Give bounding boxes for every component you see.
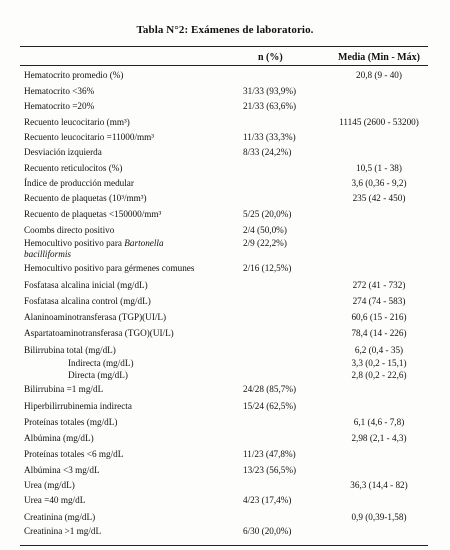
row-label-text: Recuento leucocitario (mm³)	[24, 117, 130, 127]
row-label	[24, 280, 148, 291]
row-label	[24, 345, 116, 356]
row-media-value: 3,3 (0,2 - 15,1)	[351, 358, 407, 368]
column-header-media: Media (Min - Máx)	[338, 52, 420, 63]
row-n-value: 2/16 (12,5%)	[243, 263, 292, 273]
row-label-text: Proteínas totales <6 mg/dL	[24, 449, 124, 459]
row-label-text: Urea =40 mg/dL	[24, 495, 86, 505]
row-label	[24, 225, 114, 236]
row-label-text: Hematocrito promedio (%)	[24, 70, 124, 80]
row-label	[24, 384, 103, 395]
row-label-italic: Bartonella	[124, 238, 164, 248]
row-label	[24, 526, 101, 537]
row-label	[24, 238, 164, 249]
row-label-text: Albúmina <3 mg/dL	[24, 465, 100, 475]
row-label	[24, 178, 134, 189]
row-label-text: Alaninoaminotransferasa (TGP)(UI/L)	[24, 312, 167, 322]
row-n-value: 2/4 (50,0%)	[243, 225, 287, 235]
row-label-text: Fosfatasa alcalina control (mg/dL)	[24, 296, 151, 306]
row-label-text: Hiperbilirrubinemia indirecta	[24, 401, 132, 411]
row-media-value: 10,5 (1 - 38)	[356, 163, 402, 173]
row-n-value: 13/23 (56,5%)	[243, 465, 297, 475]
row-label-text: Hemocultivo positivo para	[24, 238, 122, 248]
row-label	[24, 86, 94, 97]
row-label-text: Aspartatoaminotransferasa (TGO)(UI/L)	[24, 328, 174, 338]
row-media-value: 11145 (2600 - 53200)	[339, 117, 419, 127]
row-label	[24, 495, 85, 506]
row-label-text: Recuento de plaquetas <150000/mm³	[24, 209, 162, 219]
row-label	[24, 328, 174, 339]
row-label-text: Proteínas totales (mg/dL)	[24, 417, 118, 427]
row-label-text: Indirecta (mg/dL)	[68, 358, 134, 368]
row-n-value: 5/25 (20,0%)	[243, 209, 292, 219]
row-label	[24, 209, 161, 220]
row-label	[24, 117, 130, 128]
row-label	[24, 449, 123, 460]
row-label	[24, 480, 75, 491]
row-media-value: 6,1 (4,6 - 7,8)	[353, 417, 405, 427]
row-label-text: Recuento de plaquetas (10³/mm³)	[24, 193, 147, 203]
row-label	[24, 263, 194, 274]
row-media-value: 272 (41 - 732)	[352, 280, 406, 290]
header-rule	[20, 65, 428, 66]
row-label-text: Recuento reticulocitos (%)	[24, 163, 123, 173]
row-label-text: Urea (mg/dL)	[24, 480, 75, 490]
column-header-n: n (%)	[258, 52, 283, 63]
row-label	[24, 296, 151, 307]
row-label	[24, 101, 94, 112]
row-n-value: 6/30 (20,0%)	[243, 526, 292, 536]
row-n-value: 2/9 (22,2%)	[243, 238, 287, 248]
row-n-value: 31/33 (93,9%)	[243, 86, 297, 96]
row-media-value: 3,6 (0,36 - 9,2)	[351, 178, 407, 188]
row-label-text: Fosfatasa alcalina inicial (mg/dL)	[24, 280, 148, 290]
row-n-value: 24/28 (85,7%)	[243, 384, 297, 394]
row-label-text: Hemocultivo positivo para gérmenes comunes	[24, 263, 195, 273]
row-label-text: Creatinina >1 mg/dL	[24, 526, 102, 536]
row-label	[68, 358, 134, 369]
row-label-text: Índice de producción medular	[24, 178, 134, 188]
row-n-value: 15/24 (62,5%)	[243, 401, 297, 411]
row-media-value: 235 (42 - 450)	[352, 193, 406, 203]
row-n-value: 11/23 (47,8%)	[243, 449, 296, 459]
row-label-text: Coombs directo positivo	[24, 225, 115, 235]
row-label-text: Hematocrito <36%	[24, 86, 95, 96]
row-label	[24, 132, 154, 143]
row-n-value: 4/23 (17,4%)	[243, 495, 292, 505]
row-label	[24, 433, 94, 444]
row-label-text: Directa (mg/dL)	[68, 370, 128, 380]
row-media-value: 274 (74 - 583)	[352, 296, 406, 306]
row-label-text: Bilirrubina total (mg/dL)	[24, 345, 116, 355]
table-title: Tabla N°2: Exámenes de laboratorio.	[136, 24, 314, 36]
row-n-value: 21/33 (63,6%)	[243, 101, 297, 111]
row-media-value: 0,9 (0,39-1,58)	[351, 512, 407, 522]
row-label	[24, 417, 117, 428]
row-label-text: Bilirrubina =1 mg/dL	[24, 384, 104, 394]
row-media-value: 2,98 (2,1 - 4,3)	[351, 433, 407, 443]
row-label	[24, 70, 124, 81]
row-label-text: Creatinina (mg/dL)	[24, 512, 96, 522]
row-media-value: 6,2 (0,4 - 35)	[354, 345, 404, 355]
row-media-value: 20,8 (9 - 40)	[356, 70, 402, 80]
row-n-value: 8/33 (24,2%)	[243, 147, 292, 157]
row-label-text: Recuento leucocitario =11000/mm³	[24, 132, 155, 142]
row-label	[24, 163, 122, 174]
row-label	[24, 312, 166, 323]
row-n-value: 11/33 (33,3%)	[243, 132, 296, 142]
row-label	[68, 370, 128, 381]
row-media-value: 78,4 (14 - 226)	[351, 328, 407, 338]
bottom-rule	[20, 545, 428, 546]
row-label-text: Hematocrito =20%	[24, 101, 95, 111]
row-media-value: 2,8 (0,2 - 22,6)	[351, 370, 407, 380]
top-rule	[20, 46, 428, 47]
row-label	[24, 465, 100, 476]
row-media-value: 60,6 (15 - 216)	[351, 312, 407, 322]
row-label	[24, 401, 132, 412]
row-label	[24, 193, 147, 204]
row-label-text: Albúmina (mg/dL)	[24, 433, 94, 443]
row-label	[24, 512, 95, 523]
row-label-italic-line2: bacilliformis	[24, 249, 71, 259]
row-label	[24, 147, 102, 158]
row-media-value: 36,3 (14,4 - 82)	[350, 480, 408, 490]
row-label-text: Desviación izquierda	[24, 147, 102, 157]
